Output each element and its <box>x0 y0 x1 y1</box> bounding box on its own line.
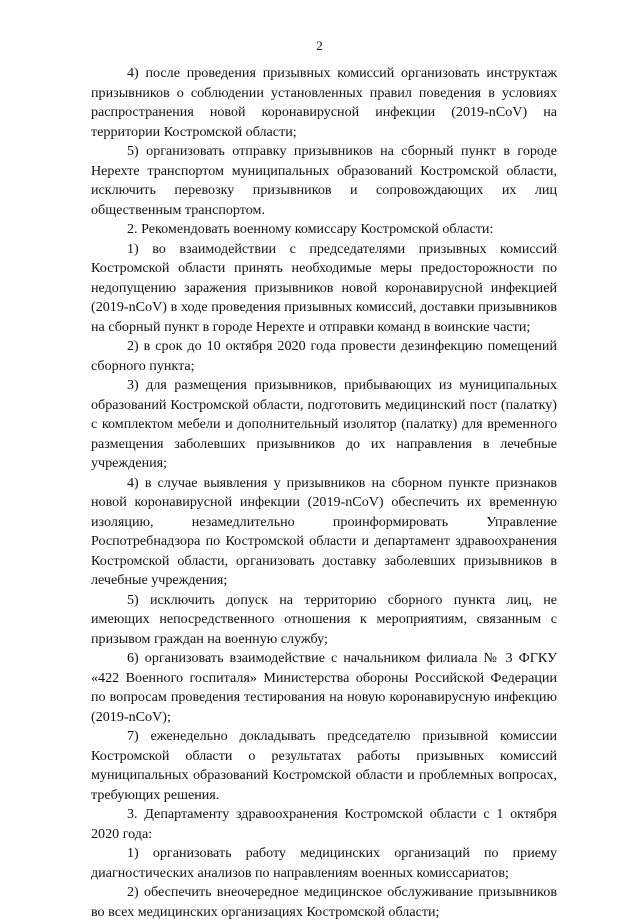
paragraph-2-recommend-military-commissar: 2. Рекомендовать военному комиссару Костромской области: <box>127 221 494 237</box>
paragraph-2-6-hospital-cooperation: 6) организовать взаимодействие с начальником филиала № 3 ФГКУ «422 Военного госпиталя» Министерства обороны Российской Федерации по вопросам проведения тестирования на новую коронавирусную инфекцию (2019-nCoV); <box>91 650 557 725</box>
paragraph-3-health-department: 3. Департаменту здравоохранения Костромской области с 1 октября 2020 года: <box>91 806 557 842</box>
paragraph-1-5-organize-transport: 5) организовать отправку призывников на сборный пункт в городе Нерехте транспортом муниципальных образований Костромской области, исключить перевозку призывников и сопровождающих их лиц общественным транспортом. <box>91 143 557 218</box>
page-number: 2 <box>316 38 323 53</box>
paragraph-2-3-medical-post: 3) для размещения призывников, прибывающих из муниципальных образований Костромской области, подготовить медицинский пост (палатку) с комплектом мебели и дополнительный изолятор (палатку) для временного размещения заболевших призывников до их направления в лечебные учреждения; <box>91 377 557 471</box>
document-body <box>91 64 557 922</box>
paragraph-2-5-exclude-access: 5) исключить допуск на территорию сборного пункта лиц, не имеющих непосредственного отношения к мероприятиям, связанным с призывом граждан на военную службу; <box>91 591 557 647</box>
paragraph-2-4-isolation: 4) в случае выявления у призывников на сборном пункте признаков новой коронавирусной инфекции (2019-nCoV) обеспечить их временную изоляцию, незамедлительно проинформировать Управление Роспотребнадзора по Костромской области и департамент здравоохранения Костромской области, организовать доставку заболевших призывников в лечебные учреждения; <box>91 474 557 588</box>
paragraph-2-2-disinfection: 2) в срок до 10 октября 2020 года провести дезинфекцию помещений сборного пункта; <box>91 338 557 374</box>
paragraph-3-1-diagnostic-analyses: 1) организовать работу медицинских организаций по приему диагностических анализов по направлениям военных комиссариатов; <box>91 845 557 881</box>
paragraph-3-2-priority-medical-service: 2) обеспечить внеочередное медицинское обслуживание призывников во всех медицинских организациях Костромской области; <box>91 884 557 920</box>
paragraph-2-1-precautions: 1) во взаимодействии с председателями призывных комиссий Костромской области принять необходимые меры предосторожности по недопущению заражения призывников новой коронавирусной инфекцией (2019-nCoV) в ходе проведения призывных комиссий, доставки призывников на сборный пункт в городе Нерехте и отправки команд в воинские части; <box>91 240 557 335</box>
paragraph-2-7-weekly-reports: 7) еженедельно докладывать председателю призывной комиссии Костромской области о результатах работы призывных комиссий муниципальных образований Костромской области и проблемных вопросах, требующих решения. <box>91 728 557 803</box>
paragraph-1-4-instruct-conscripts: 4) после проведения призывных комиссий организовать инструктаж призывников о соблюдении установленных правил поведения в условиях распространения новой коронавирусной инфекции (2019-nCoV) на территории Костромской области; <box>91 65 557 140</box>
